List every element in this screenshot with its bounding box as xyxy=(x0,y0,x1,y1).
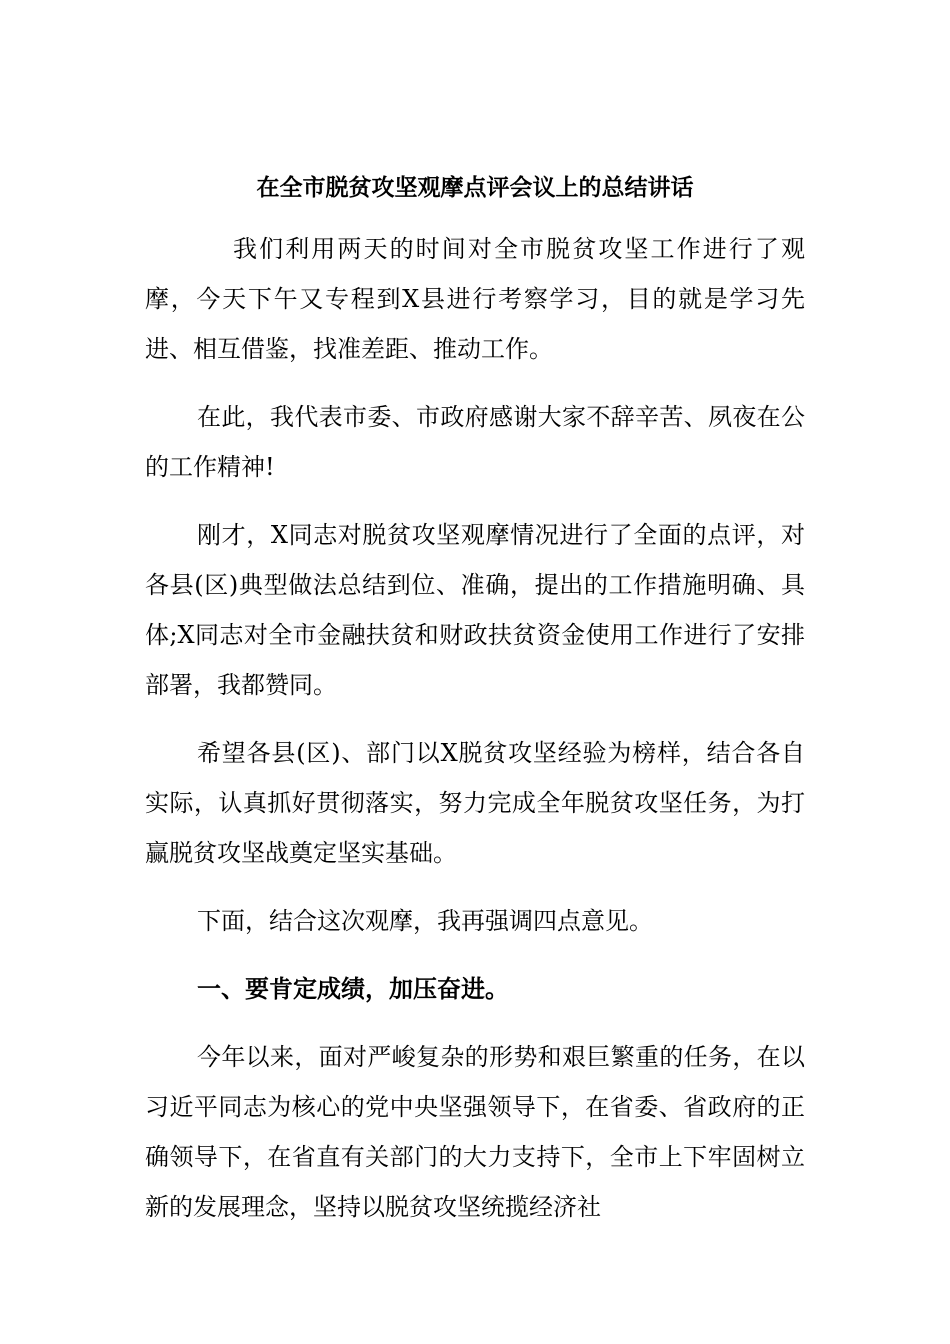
paragraph-4: 希望各县(区)、部门以X脱贫攻坚经验为榜样，结合各自实际，认真抓好贯彻落实，努力完成全年脱贫攻坚任务，为打赢脱贫攻坚战奠定坚实基础。 xyxy=(145,739,805,867)
section-heading-1: 一、要肯定成绩，加压奋进。 xyxy=(197,975,509,1003)
paragraph-5: 下面，结合这次观摩，我再强调四点意见。 xyxy=(197,907,653,935)
paragraph-3: 刚才，X同志对脱贫攻坚观摩情况进行了全面的点评，对各县(区)典型做法总结到位、准确，提出的工作措施明确、具体;X同志对全市金融扶贫和财政扶贫资金使用工作进行了安排部署，我都赞同。 xyxy=(145,521,805,699)
document-title: 在全市脱贫攻坚观摩点评会议上的总结讲话 xyxy=(256,175,694,201)
paragraph-2: 在此，我代表市委、市政府感谢大家不辞辛苦、夙夜在公的工作精神! xyxy=(145,403,805,481)
paragraph-1: 我们利用两天的时间对全市脱贫攻坚工作进行了观摩，今天下午又专程到X县进行考察学习，目的就是学习先进、相互借鉴，找准差距、推动工作。 xyxy=(145,235,805,363)
document-body xyxy=(145,160,805,1250)
section-1-paragraph: 今年以来，面对严峻复杂的形势和艰巨繁重的任务，在以习近平同志为核心的党中央坚强领导下，在省委、省政府的正确领导下，在省直有关部门的大力支持下，全市上下牢固树立新的发展理念，坚持以脱贫攻坚统揽经济社 xyxy=(145,1043,805,1221)
